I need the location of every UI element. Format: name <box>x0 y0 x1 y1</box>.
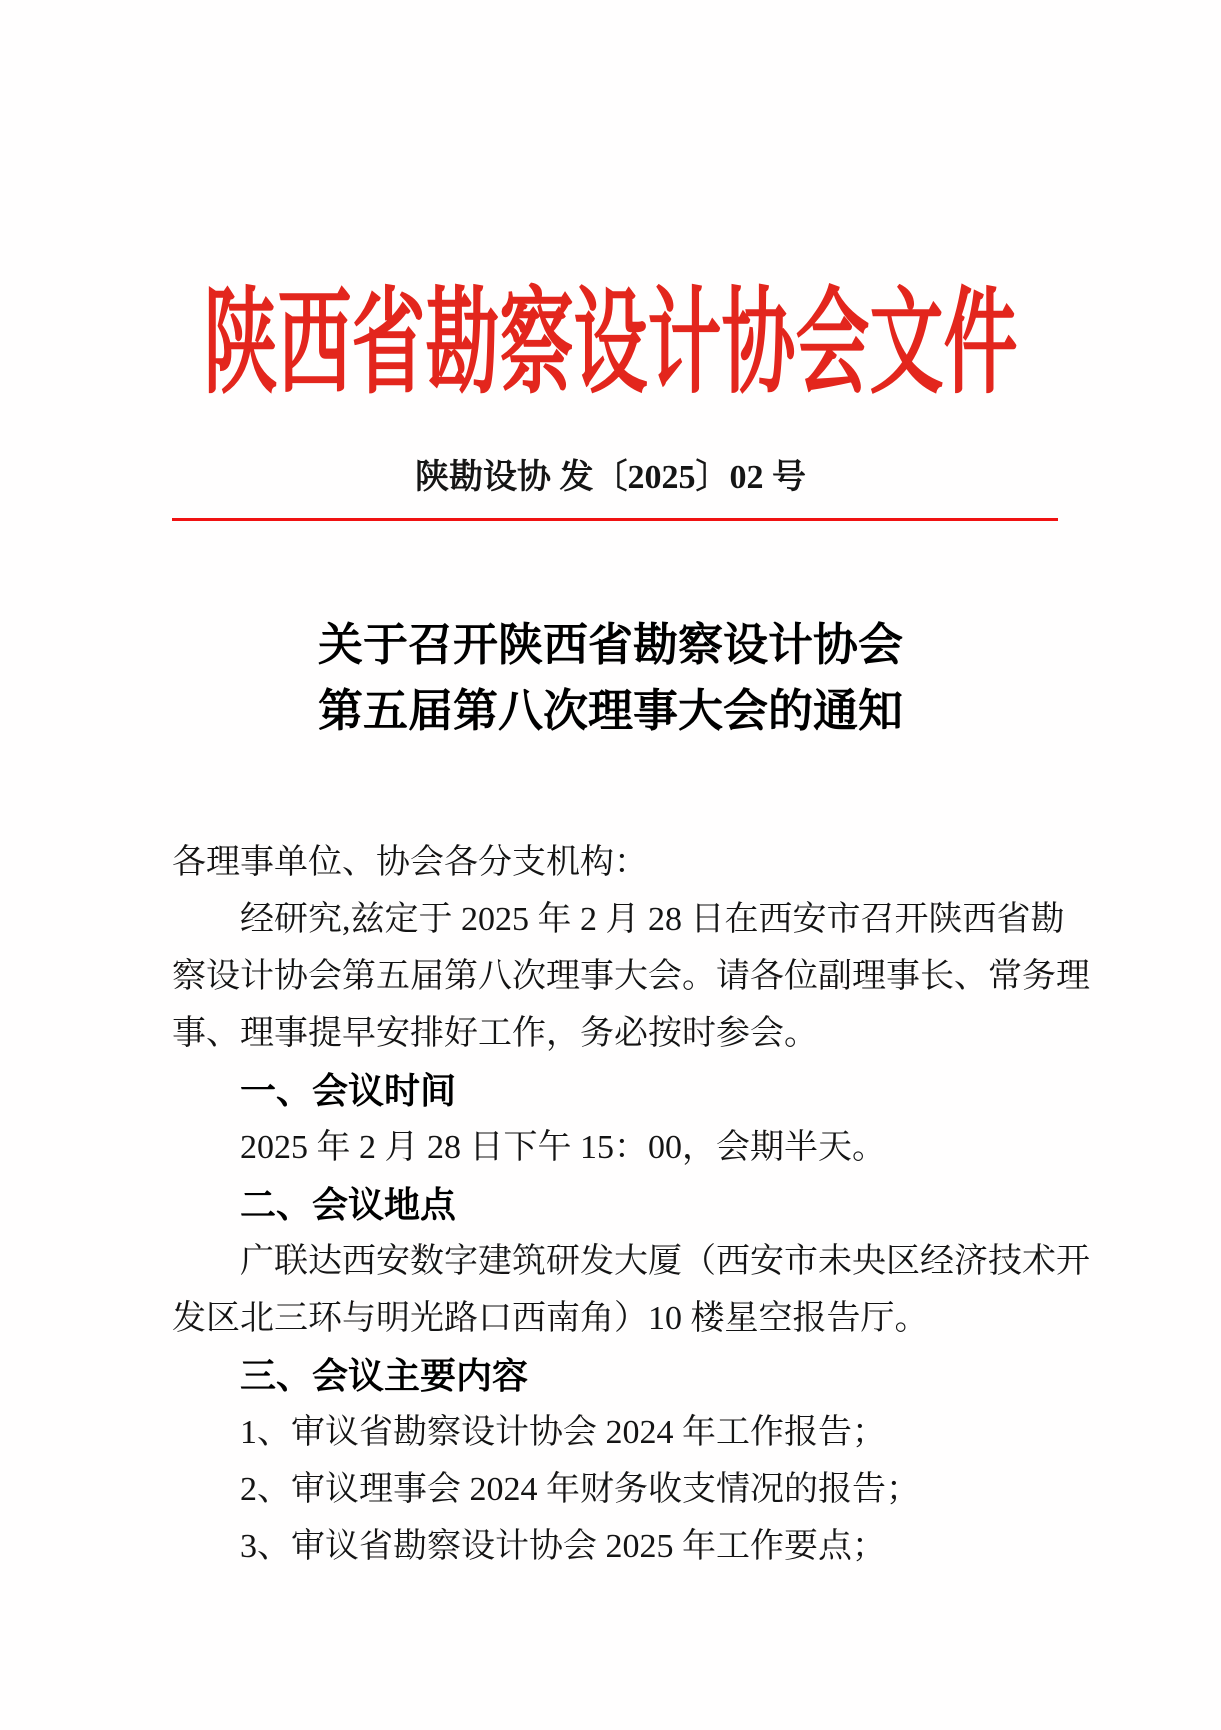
notice-title <box>0 612 1221 744</box>
red-divider-rule <box>172 518 1058 521</box>
salutation-line: 各理事单位、协会各分支机构： <box>172 844 648 881</box>
body-line: 事、理事提早安排好工作，务必按时参会。 <box>172 1015 818 1052</box>
notice-title-line1: 关于召开陕西省勘察设计协会 <box>317 619 903 670</box>
agenda-item-2: 2、审议理事会 2024 年财务收支情况的报告； <box>240 1471 920 1508</box>
document-number: 陕勘设协 发〔2025〕02 号 <box>415 459 806 496</box>
section-heading-meeting-place: 二、会议地点 <box>240 1184 457 1225</box>
agenda-item-3: 3、审议省勘察设计协会 2025 年工作要点； <box>240 1528 886 1565</box>
body-line: 发区北三环与明光路口西南角）10 楼星空报告厅。 <box>172 1300 929 1337</box>
notice-title-line2: 第五届第八次理事大会的通知 <box>317 685 903 736</box>
section-heading-meeting-agenda: 三、会议主要内容 <box>240 1355 529 1396</box>
body-line: 察设计协会第五届第八次理事大会。请各位副理事长、常务理 <box>172 958 1090 995</box>
body-line: 2025 年 2 月 28 日下午 15：00，会期半天。 <box>240 1129 886 1166</box>
letterhead-org-title: 陕西省勘察设计协会文件 <box>203 281 1018 409</box>
body-line: 经研究,兹定于 2025 年 2 月 28 日在西安市召开陕西省勘 <box>240 901 1065 938</box>
section-heading-meeting-time: 一、会议时间 <box>240 1070 457 1111</box>
notice-body <box>172 834 1090 1575</box>
body-line: 广联达西安数字建筑研发大厦（西安市未央区经济技术开 <box>240 1243 1090 1280</box>
agenda-item-1: 1、审议省勘察设计协会 2024 年工作报告； <box>240 1414 886 1451</box>
